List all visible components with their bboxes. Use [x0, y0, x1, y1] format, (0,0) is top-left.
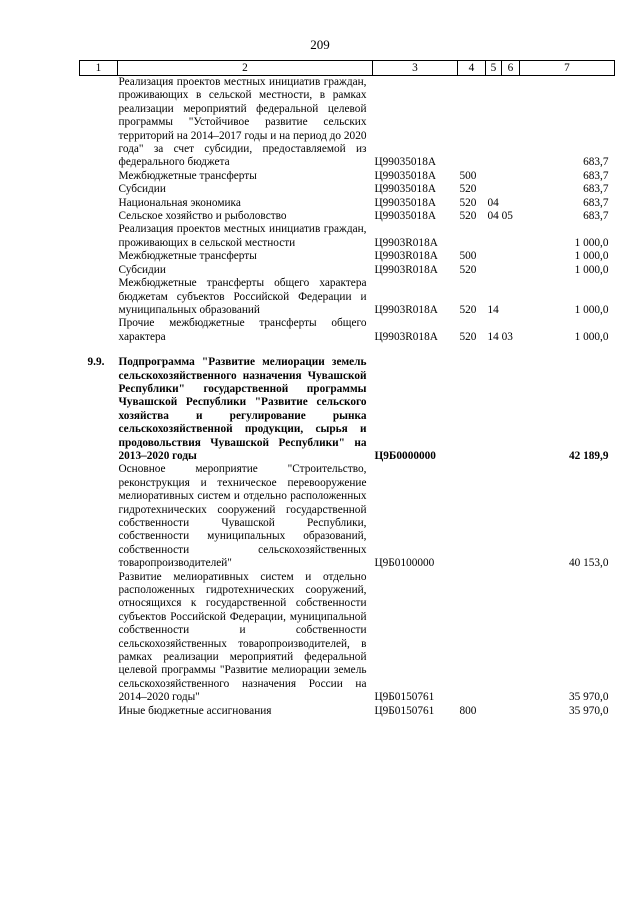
item-name-cell: Реализация проектов местных инициатив граждан, проживающих в сельской местности, в рамках реализации мероприятий федеральной целевой программы "Устойчивое развитие сельских территорий на 2014–2017 годы и на период до 2020 года" за счет субсидии, предоставляемой из федерального бюджета [118, 76, 367, 169]
target-code-cell: Ц9Б0000000 [374, 449, 436, 462]
target-code-cell: Ц9903R018А [374, 250, 438, 263]
amount-cell: 35 970,0 [568, 704, 609, 717]
expense-type-cell: 500 [459, 169, 477, 182]
amount-cell: 683,7 [583, 169, 609, 182]
target-code-cell: Ц99035018А [374, 183, 437, 196]
target-code-cell: Ц9Б0100000 [374, 557, 435, 570]
table-row [80, 356, 615, 463]
table-row [80, 277, 615, 317]
column-header: 4 [458, 61, 486, 76]
section-cell: 14 03 [487, 330, 513, 343]
table-row [80, 197, 615, 210]
column-number-row [80, 61, 615, 76]
item-number-cell [80, 76, 118, 170]
expense-type-cell: 520 [459, 196, 477, 209]
expense-type-cell: 520 [459, 330, 477, 343]
item-number-cell [80, 250, 118, 263]
item-number-cell [80, 571, 118, 705]
item-number-cell [80, 317, 118, 344]
column-header: 3 [373, 61, 458, 76]
amount-cell: 1 000,0 [574, 330, 609, 343]
item-number-cell [80, 705, 118, 718]
section-cell [486, 170, 520, 183]
column-header: 6 [502, 61, 520, 76]
table-row [80, 571, 615, 705]
target-code-cell: Ц99035018А [374, 169, 437, 182]
expense-type-cell: 520 [459, 183, 477, 196]
section-cell [486, 223, 520, 250]
item-number-cell [80, 264, 118, 277]
budget-table [79, 60, 615, 718]
item-name-cell: Национальная экономика [118, 196, 241, 209]
item-name-cell: Сельское хозяйство и рыболовство [118, 210, 287, 223]
item-name-cell: Реализация проектов местных инициатив граждан, проживающих в сельской местности [118, 223, 367, 249]
item-name-cell: Иные бюджетные ассигнования [118, 704, 272, 717]
section-cell [486, 463, 520, 570]
table-row [80, 264, 615, 277]
amount-cell: 40 153,0 [568, 557, 609, 570]
section-cell: 04 05 [487, 210, 513, 223]
target-code-cell: Ц99035018А [374, 210, 437, 223]
amount-cell: 683,7 [583, 210, 609, 223]
expense-type-cell [458, 463, 486, 570]
table-row [80, 250, 615, 263]
table-row [80, 317, 615, 344]
target-code-cell: Ц99035018А [374, 156, 437, 169]
table-row [80, 463, 615, 570]
item-name-cell: Развитие мелиоративных систем и отдельно расположенных гидротехнических сооружений, относящихся к государственной собственности субъектов Российской Федерации, муниципальной собственности и собственности сельскохозяйственных товаропроизводителей, в рамках реализации мероприятий федеральной целевой программы "Развитие мелиорации земель сельскохозяйственного назначения России на 2014–2020 годы" [118, 570, 367, 704]
target-code-cell: Ц9Б0150761 [374, 704, 435, 717]
section-cell [486, 183, 520, 196]
item-number-cell [80, 223, 118, 250]
item-number-cell [80, 463, 118, 570]
table-body [80, 76, 615, 719]
section-cell: 14 [487, 303, 499, 316]
table-row [80, 223, 615, 250]
table-row [80, 705, 615, 718]
amount-cell: 683,7 [583, 183, 609, 196]
section-cell: 04 [487, 196, 499, 209]
section-cell [486, 76, 520, 170]
target-code-cell: Ц9903R018А [374, 303, 438, 316]
expense-type-cell: 520 [459, 263, 477, 276]
section-cell [486, 264, 520, 277]
item-number-cell [80, 183, 118, 196]
target-code-cell: Ц99035018А [374, 196, 437, 209]
column-header: 1 [80, 61, 118, 76]
expense-type-cell: 520 [459, 303, 477, 316]
expense-type-cell [458, 571, 486, 705]
item-number-cell [80, 170, 118, 183]
amount-cell: 1 000,0 [574, 236, 609, 249]
section-cell [486, 571, 520, 705]
spacer-row [80, 344, 615, 356]
expense-type-cell: 520 [459, 210, 477, 223]
target-code-cell: Ц9Б0150761 [374, 691, 435, 704]
expense-type-cell [458, 356, 486, 463]
amount-cell: 42 189,9 [568, 449, 609, 462]
amount-cell: 1 000,0 [574, 250, 609, 263]
item-number-cell [80, 197, 118, 210]
amount-cell: 35 970,0 [568, 691, 609, 704]
target-code-cell: Ц9903R018А [374, 330, 438, 343]
target-code-cell: Ц9903R018А [374, 263, 438, 276]
column-header: 5 [486, 61, 502, 76]
amount-cell: 1 000,0 [574, 263, 609, 276]
item-number-cell: 9.9. [87, 356, 105, 369]
column-header: 2 [118, 61, 373, 76]
item-name-cell: Межбюджетные трансферты [118, 250, 257, 263]
table-row [80, 170, 615, 183]
target-code-cell: Ц9903R018А [374, 236, 438, 249]
table-row [80, 183, 615, 196]
item-name-cell: Прочие межбюджетные трансферты общего характера [118, 317, 367, 343]
expense-type-cell: 800 [459, 704, 477, 717]
section-cell [486, 250, 520, 263]
table-row [80, 210, 615, 223]
section-cell [486, 356, 520, 463]
expense-type-cell [458, 76, 486, 170]
expense-type-cell: 500 [459, 250, 477, 263]
item-name-cell: Субсидии [118, 263, 166, 276]
table-row [80, 76, 615, 170]
item-name-cell: Межбюджетные трансферты [118, 169, 257, 182]
amount-cell: 1 000,0 [574, 303, 609, 316]
amount-cell: 683,7 [583, 196, 609, 209]
item-name-cell: Межбюджетные трансферты общего характера бюджетам субъектов Российской Федерации и муниципальных образований [118, 277, 367, 316]
spacer-cell [80, 344, 615, 356]
item-number-cell [80, 210, 118, 223]
expense-type-cell [458, 223, 486, 250]
column-header: 7 [520, 61, 615, 76]
section-cell [486, 705, 520, 718]
item-name-cell: Подпрограмма "Развитие мелиорации земель сельскохозяйственного назначения Чувашской Республики" государственной программы Чувашской Республики "Развитие сельского хозяйства и регулирование рынка сельскохозяйственной продукции, сырья и продовольствия Чувашской Республики" на 2013–2020 годы [118, 356, 367, 462]
item-name-cell: Субсидии [118, 183, 166, 196]
amount-cell: 683,7 [583, 156, 609, 169]
page-number: 209 [310, 37, 330, 52]
item-number-cell [80, 277, 118, 317]
item-name-cell: Основное мероприятие "Строительство, реконструкция и техническое перевооружение мелиоративных систем и отдельно расположенных гидротехнических сооружений государственной собственности Чувашской Республики, собственности муниципальных образований, собственности сельскохозяйственных товаропроизводителей" [118, 463, 367, 570]
